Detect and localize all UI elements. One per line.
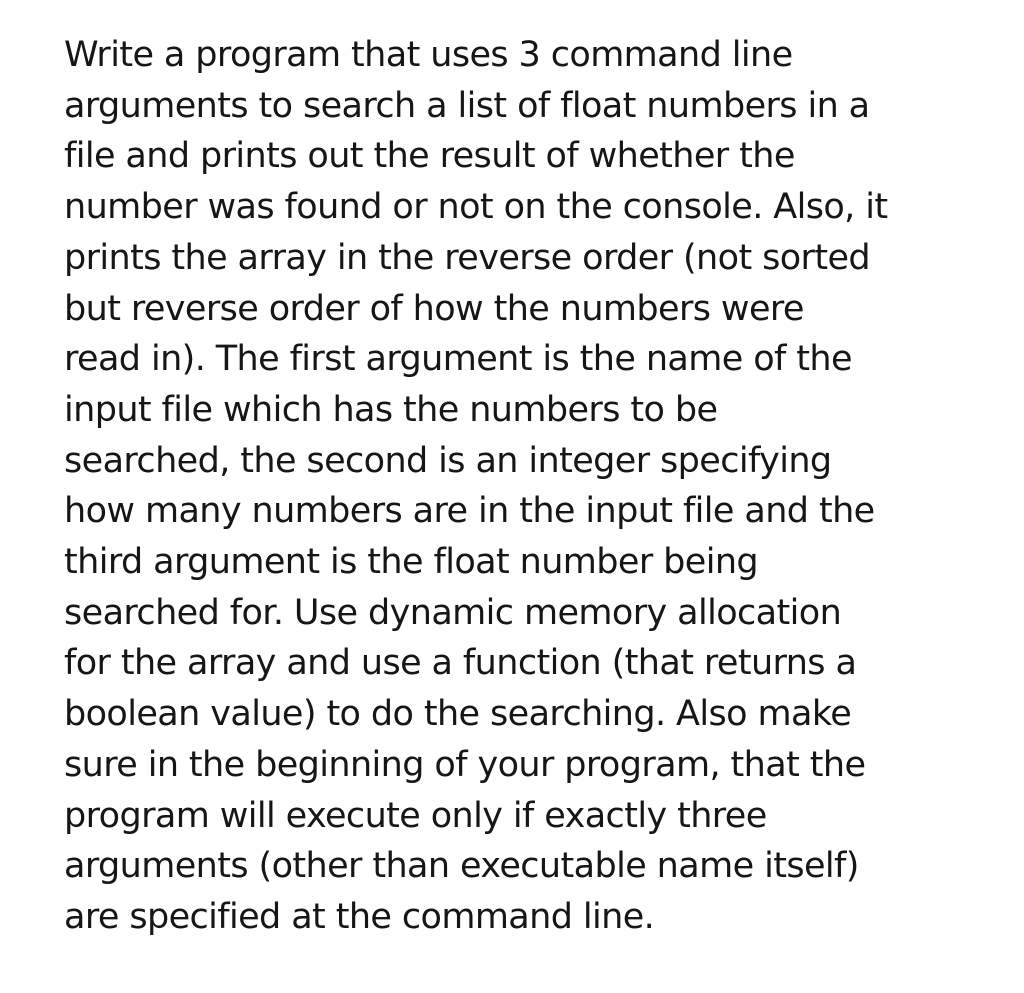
text-line: read in). The first argument is the name of the xyxy=(64,339,852,380)
problem-statement xyxy=(64,30,1004,943)
text-line: number was found or not on the console. Also, it xyxy=(64,187,888,228)
text-line: prints the array in the reverse order (not sorted xyxy=(64,237,871,278)
text-line: how many numbers are in the input file and the xyxy=(64,491,875,532)
text-line: searched, the second is an integer specifying xyxy=(64,440,832,481)
text-line: are specified at the command line. xyxy=(64,896,655,937)
text-line: Write a program that uses 3 command line xyxy=(64,35,793,75)
text-line: input file which has the numbers to be xyxy=(64,389,718,430)
text-line: searched for. Use dynamic memory allocation xyxy=(64,592,842,633)
text-line: boolean value) to do the searching. Also make xyxy=(64,694,852,735)
text-line: arguments to search a list of float numbers in a xyxy=(64,85,870,126)
text-line: third argument is the float number being xyxy=(64,542,759,583)
text-line: program will execute only if exactly three xyxy=(64,795,767,836)
text-line: for the array and use a function (that returns a xyxy=(64,643,857,684)
text-line: file and prints out the result of whether the xyxy=(64,136,795,177)
text-line: sure in the beginning of your program, that the xyxy=(64,744,866,785)
text-line: but reverse order of how the numbers were xyxy=(64,288,804,329)
text-line: arguments (other than executable name itself) xyxy=(64,846,859,887)
